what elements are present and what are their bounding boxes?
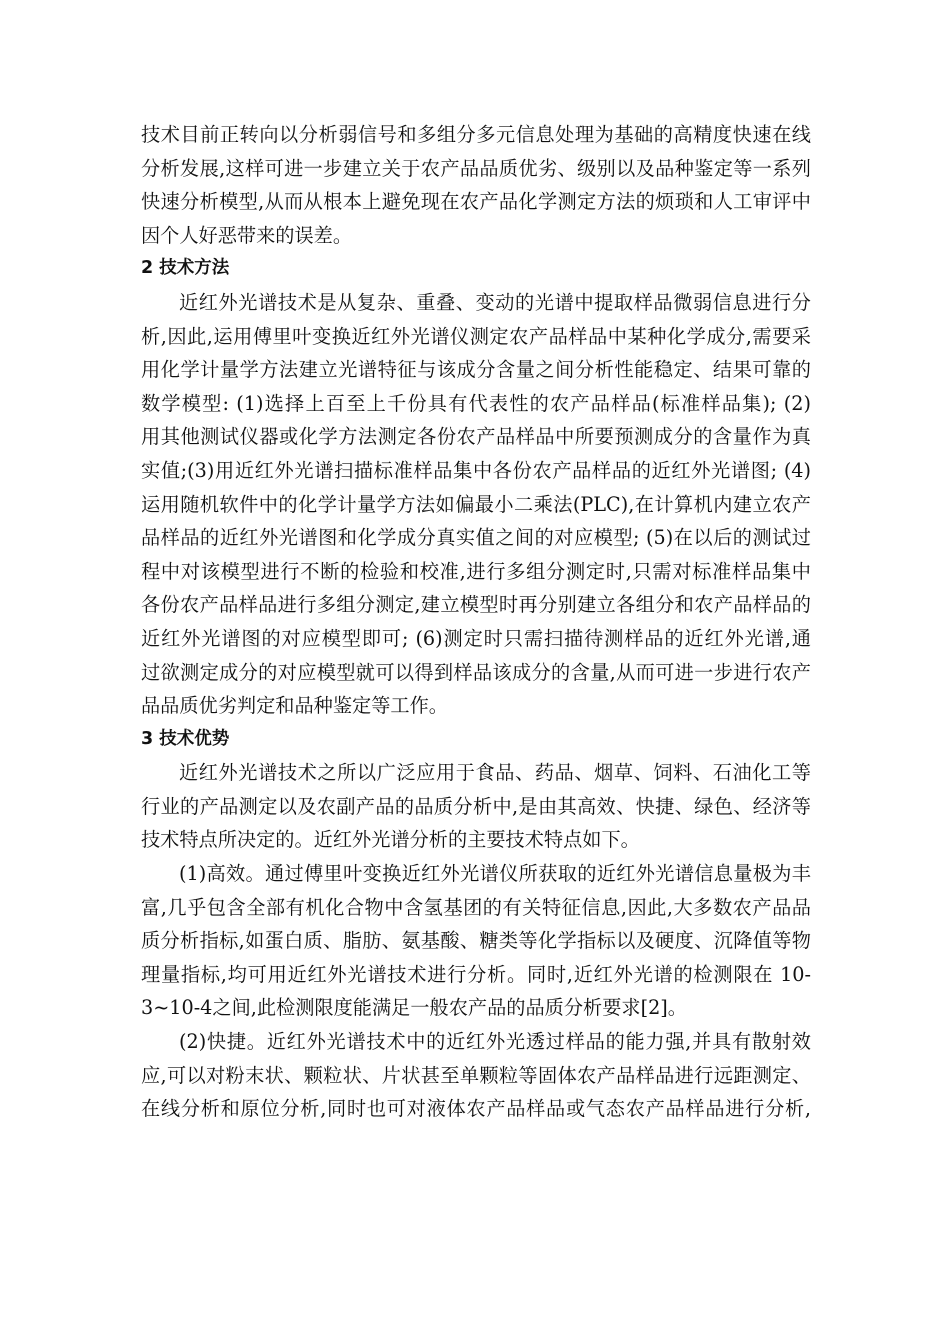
text-line: 实值;(3)用近红外光谱扫描标准样品集中各份农产品样品的近红外光谱图; (4) <box>141 458 811 482</box>
efficiency-paragraph <box>141 857 811 1025</box>
text-line: 在线分析和原位分析,同时也可对液体农产品样品或气态农产品样品进行分析, <box>141 1097 811 1121</box>
text-line: 技术特点所决定的。近红外光谱分析的主要技术特点如下。 <box>141 828 640 852</box>
methods-paragraph <box>141 286 811 723</box>
section-heading-methods: 2 技术方法 <box>141 258 230 279</box>
text-line: 理量指标,均可用近红外光谱技术进行分析。同时,近红外光谱的检测限在 10- <box>141 962 811 986</box>
text-line: (1)高效。通过傅里叶变换近红外光谱仪所获取的近红外光谱信息量极为丰 <box>179 862 811 886</box>
text-line: 近红外光谱技术之所以广泛应用于食品、药品、烟草、饲料、石油化工等 <box>179 761 811 785</box>
document-page <box>141 118 811 1126</box>
text-line: 近红外光谱图的对应模型即可; (6)测定时只需扫描待测样品的近红外光谱,通 <box>141 626 811 650</box>
text-line: 过欲测定成分的对应模型就可以得到样品该成分的含量,从而可进一步进行农产 <box>141 660 811 684</box>
text-line: 近红外光谱技术是从复杂、重叠、变动的光谱中提取样品微弱信息进行分 <box>179 290 811 314</box>
text-line: 用其他测试仪器或化学方法测定各份农产品样品中所要预测成分的含量作为真 <box>141 425 811 449</box>
text-line: 程中对该模型进行不断的检验和校准,进行多组分测定时,只需对标准样品集中 <box>141 559 811 583</box>
text-line: 3~10-4之间,此检测限度能满足一般农产品的品质分析要求[2]。 <box>141 996 687 1020</box>
text-line: 分析发展,这样可进一步建立关于农产品品质优劣、级别以及品种鉴定等一系列 <box>141 156 811 180</box>
text-line: 质分析指标,如蛋白质、脂肪、氨基酸、糖类等化学指标以及硬度、沉降值等物 <box>141 929 811 953</box>
text-line: 用化学计量学方法建立光谱特征与该成分含量之间分析性能稳定、结果可靠的 <box>141 358 811 382</box>
text-line: 运用随机软件中的化学计量学方法如偏最小二乘法(PLC),在计算机内建立农产 <box>141 492 811 516</box>
text-line: 品品质优劣判定和品种鉴定等工作。 <box>141 694 448 718</box>
intro-paragraph <box>141 118 811 252</box>
section-heading-advantages: 3 技术优势 <box>141 728 230 749</box>
text-line: 析,因此,运用傅里叶变换近红外光谱仪测定农产品样品中某种化学成分,需要采 <box>141 324 811 348</box>
text-line: 因个人好恶带来的误差。 <box>141 223 353 247</box>
text-line: 行业的产品测定以及农副产品的品质分析中,是由其高效、快捷、绿色、经济等 <box>141 794 811 818</box>
text-line: 各份农产品样品进行多组分测定,建立模型时再分别建立各组分和农产品样品的 <box>141 593 811 617</box>
speed-paragraph <box>141 1025 811 1126</box>
text-line: 富,几乎包含全部有机化合物中含氢基团的有关特征信息,因此,大多数农产品品 <box>141 895 811 919</box>
text-line: 快速分析模型,从而从根本上避免现在农产品化学测定方法的烦琐和人工审评中 <box>141 190 811 214</box>
text-line: (2)快捷。近红外光谱技术中的近红外光透过样品的能力强,并具有散射效 <box>179 1030 811 1054</box>
text-line: 数学模型: (1)选择上百至上千份具有代表性的农产品样品(标准样品集); (2) <box>141 391 811 415</box>
text-line: 技术目前正转向以分析弱信号和多组分多元信息处理为基础的高精度快速在线 <box>141 123 811 146</box>
advantages-intro-paragraph <box>141 756 811 857</box>
text-line: 品样品的近红外光谱图和化学成分真实值之间的对应模型; (5)在以后的测试过 <box>141 526 811 550</box>
text-line: 应,可以对粉末状、颗粒状、片状甚至单颗粒等固体农产品样品进行远距测定、 <box>141 1063 811 1087</box>
